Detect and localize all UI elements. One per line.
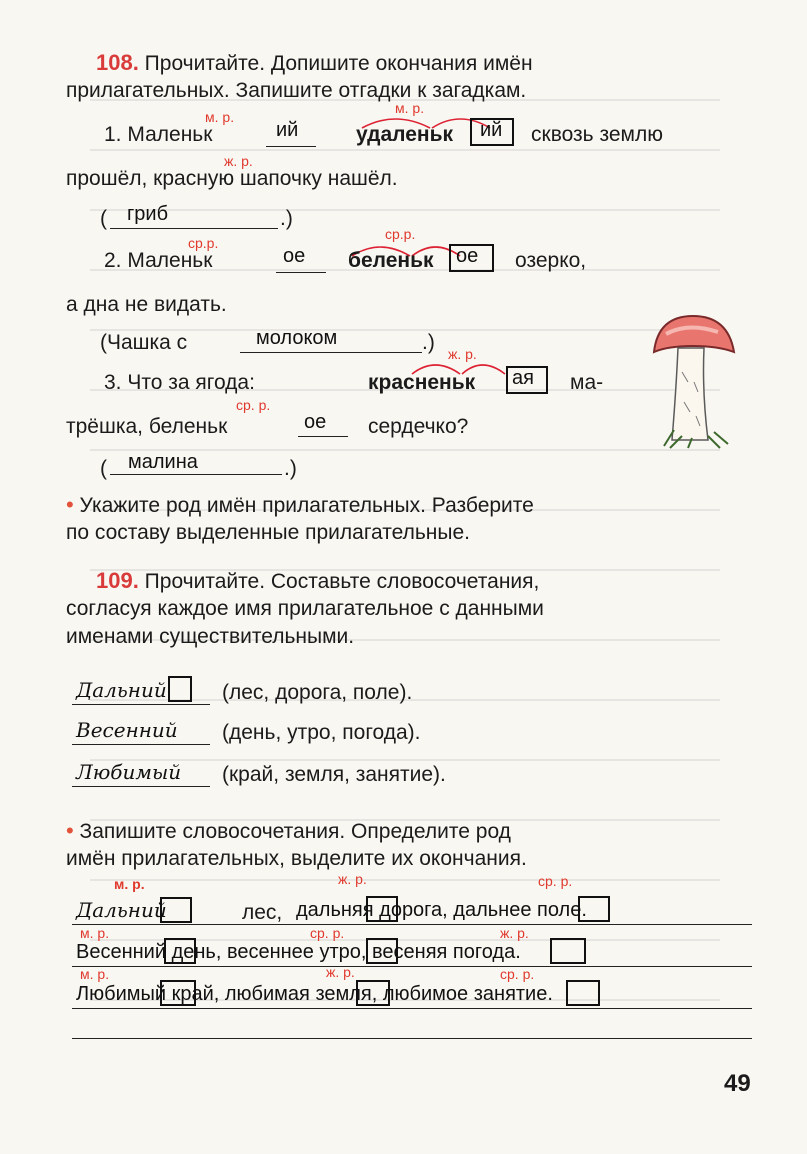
gender-mark: ж. р.: [326, 964, 355, 980]
answer1-adj: Дальний: [76, 898, 167, 922]
blank-line: [240, 352, 422, 353]
ex108-task-text2: по составу выделенные прилагательные.: [66, 521, 471, 544]
blank-line: [110, 474, 282, 475]
ex108-number: 108.: [96, 50, 139, 75]
answer1-rest: дальняя дорога, дальнее поле.: [296, 899, 587, 921]
answer2: Весенний день, весеннее утро, весеняя погода.: [76, 941, 521, 963]
gender-mark: м. р.: [114, 876, 145, 892]
answer-line: [72, 924, 752, 925]
answer-line: [72, 1008, 752, 1009]
ex108-task-text1: Укажите род имён прилагательных. Разберите: [79, 494, 534, 517]
riddle3-text-e: сердечко?: [368, 415, 469, 438]
gender-mark: м. р.: [80, 925, 110, 941]
riddle1-text-d: прошёл, красную шапочку нашёл.: [66, 167, 398, 190]
ending-box: [578, 896, 610, 922]
gender-mark: ж. р.: [500, 925, 529, 941]
blank-line: [72, 744, 210, 745]
blank-line: [72, 786, 210, 787]
riddle3-ending-2: ое: [304, 411, 327, 433]
answer3: Любимый край, любимая земля, любимое занятие.: [76, 983, 553, 1005]
ex109-line1: [96, 568, 539, 595]
riddle1-text-a: 1. Маленьк: [104, 123, 213, 146]
gender-mark: ж. р.: [224, 153, 253, 169]
gender-mark: ср.р.: [385, 226, 416, 242]
riddle1-ending-1: ий: [276, 119, 299, 141]
answer1-noun: лес,: [242, 901, 283, 924]
riddle3-text-d: трёшка, беленьк: [66, 415, 228, 438]
gender-mark: ср. р.: [310, 925, 345, 941]
ending-box: [164, 938, 196, 964]
riddle2-ending-2: ое: [456, 245, 479, 267]
ex109-row3-nouns: (край, земля, занятие).: [222, 763, 446, 786]
mushroom-icon: [648, 312, 738, 452]
ex109-row2-adj: Весенний: [76, 718, 178, 742]
ending-box: [566, 980, 600, 1006]
blank-line: [110, 228, 278, 229]
riddle2-answer: молоком: [256, 327, 338, 349]
gender-mark: м. р.: [395, 100, 425, 116]
ex109-instruction-3: именами существительными.: [66, 625, 355, 648]
gender-mark: ж. р.: [338, 871, 367, 887]
riddle2-close: .): [422, 331, 435, 354]
riddle3-text-a: 3. Что за ягода:: [104, 371, 255, 394]
riddle2-text-b: беленьк: [348, 249, 434, 272]
ex108-task-line1: [66, 492, 534, 519]
blank-line: [266, 146, 316, 147]
ending-box: [366, 896, 398, 922]
ex109-row3-adj: Любимый: [76, 760, 182, 784]
riddle3-open: (: [100, 457, 107, 480]
riddle3-ending-1: ая: [512, 367, 534, 389]
riddle3-close: .): [284, 457, 297, 480]
page-number: 49: [724, 1070, 751, 1097]
answer-line: [72, 1038, 752, 1039]
bullet-icon: •: [66, 818, 74, 843]
riddle2-ending-1: ое: [283, 245, 306, 267]
ex108-instruction-2: прилагательных. Запишите отгадки к загадкам.: [66, 79, 527, 102]
riddle1-text-c: сквозь землю: [531, 123, 663, 146]
ex109-task-line1: [66, 818, 511, 845]
ex109-row1-nouns: (лес, дорога, поле).: [222, 681, 413, 704]
ex109-task-text1: Запишите словосочетания. Определите род: [79, 820, 511, 843]
ex109-instruction-1: Прочитайте. Составьте словосочетания,: [144, 570, 540, 593]
gender-mark: ср.р.: [188, 235, 219, 251]
ex109-row2-nouns: (день, утро, погода).: [222, 721, 421, 744]
ex108-instruction-1: Прочитайте. Допишите окончания имён: [144, 52, 533, 75]
ex109-number: 109.: [96, 568, 139, 593]
riddle1-close: .): [280, 207, 293, 230]
ending-box: [160, 980, 196, 1006]
ex109-instruction-2: согласуя каждое имя прилагательное с данными: [66, 597, 544, 620]
ending-box: [356, 980, 390, 1006]
ex109-task-text2: имён прилагательных, выделите их окончания.: [66, 847, 527, 870]
blank-line: [72, 704, 210, 705]
ending-box: [366, 938, 398, 964]
riddle3-text-c: ма-: [570, 371, 604, 394]
gender-mark: м. р.: [80, 966, 110, 982]
ending-box: [550, 938, 586, 964]
gender-mark: м. р.: [205, 109, 235, 125]
blank-line: [298, 436, 348, 437]
ex109-row1-adj: Дальний: [76, 678, 167, 702]
riddle1-open: (: [100, 207, 107, 230]
blank-line: [276, 272, 326, 273]
gender-mark: ж. р.: [448, 346, 477, 362]
riddle2-text-c: озерко,: [515, 249, 587, 272]
ending-box: [168, 676, 192, 702]
riddle3-text-b: красненьк: [368, 371, 476, 394]
riddle2-text-e: (Чашка с: [100, 331, 188, 354]
gender-mark: ср. р.: [538, 873, 573, 889]
riddle2-text-a: 2. Маленьк: [104, 249, 213, 272]
riddle3-answer: малина: [128, 451, 198, 473]
riddle1-ending-2: ий: [480, 119, 503, 141]
ending-box: [160, 897, 192, 923]
riddle2-text-d: а дна не видать.: [66, 293, 227, 316]
ex108-line1: [96, 50, 533, 77]
gender-mark: ср. р.: [236, 397, 271, 413]
answer-line: [72, 966, 752, 967]
gender-mark: ср. р.: [500, 966, 535, 982]
riddle1-text-b: удаленьк: [356, 123, 454, 146]
bullet-icon: •: [66, 492, 74, 517]
riddle1-answer: гриб: [127, 203, 169, 225]
